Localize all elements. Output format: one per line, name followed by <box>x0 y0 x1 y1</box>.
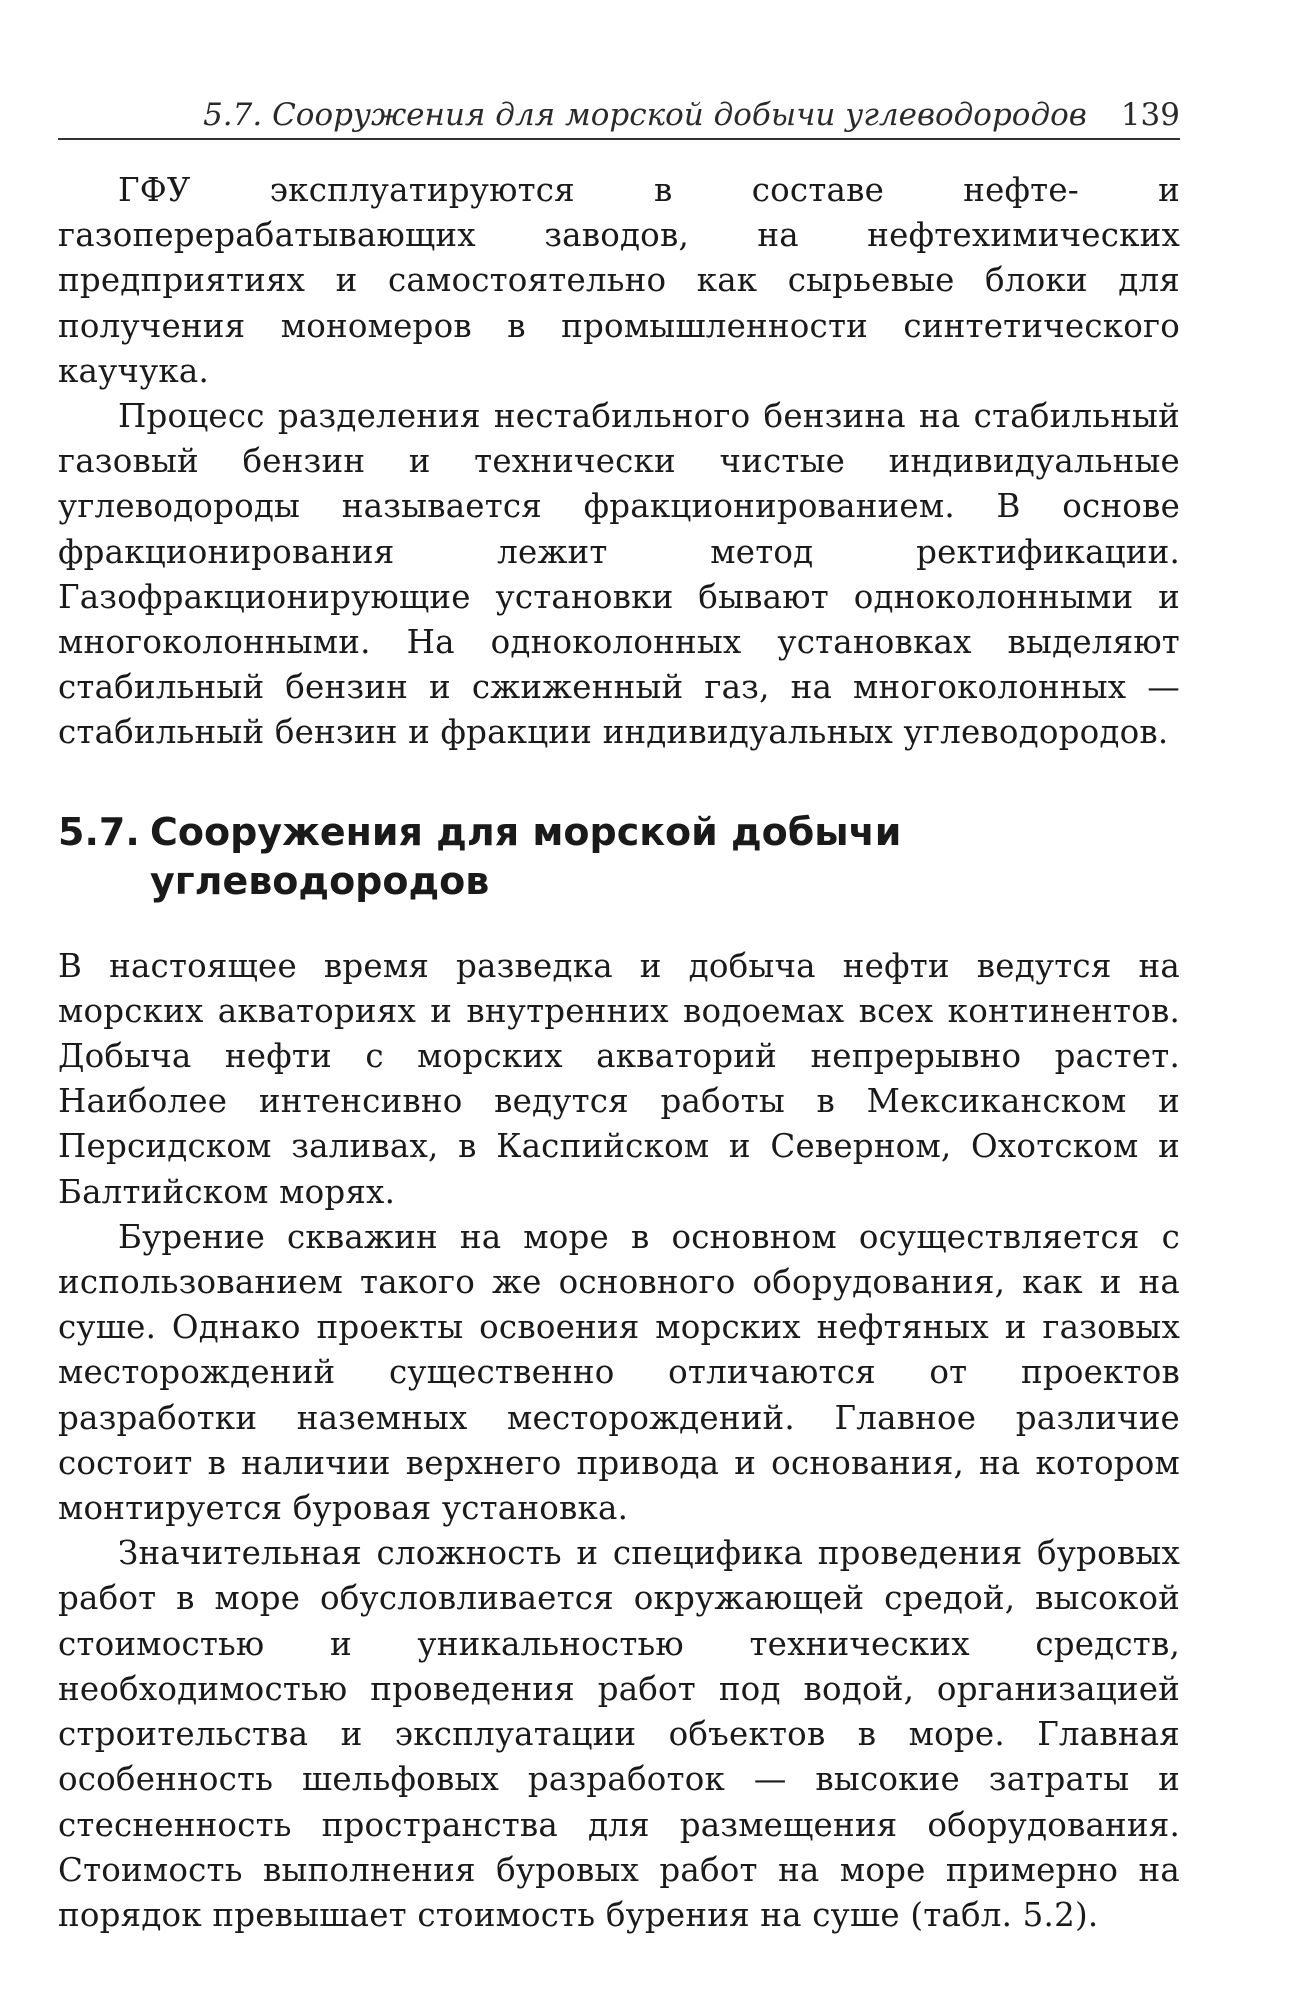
book-page <box>58 0 1180 2000</box>
section-title: Сооружения для морской добычи углеводородов <box>150 809 902 903</box>
paragraph-offshore-drilling: Бурение скважин на море в основном осуществляется с использованием такого же основного оборудования, как и на суше. Однако проекты освоения морских нефтяных и газовых месторождений существенно отличаются от проектов разработки наземных месторождений. Главное различие состоит в наличии верхнего привода и основания, на котором монтируется буровая установка. <box>58 1217 1180 1528</box>
body-text <box>58 168 1180 1938</box>
running-head-title: 5.7. Сооружения для морской добычи углеводородов <box>203 97 1087 133</box>
section-number: 5.7. <box>58 809 140 854</box>
paragraph-offshore-cost: Значительная сложность и специфика проведения буровых работ в море обусловливается окружающей средой, высокой стоимостью и уникальностью технических средств, необходимостью проведения работ под водой, организацией строительства и эксплуатации объектов в море. Главная особенность шельфовых разработок — высокие затраты и стесненность пространства для размещения оборудования. Стоимость выполнения буровых работ на море примерно на порядок превышает стоимость бурения на суше (табл. 5.2). <box>58 1534 1180 1934</box>
paragraph-offshore-intro: В настоящее время разведка и добыча нефти ведутся на морских акваториях и внутренних водоемах всех континентов. Добыча нефти с морских акваторий непрерывно растет. Наиболее интенсивно ведутся работы в Мексиканском и Персидском заливах, в Каспийском и Северном, Охотском и Балтийском морях. <box>58 946 1180 1211</box>
section-heading <box>58 808 1180 906</box>
paragraph-gfu: ГФУ эксплуатируются в составе нефте- и газоперерабатывающих заводов, на нефтехимических предприятиях и самостоятельно как сырьевые блоки для получения мономеров в промышленности синтетического каучука. <box>58 171 1180 390</box>
running-head <box>58 92 1180 140</box>
page-number: 139 <box>1120 97 1180 133</box>
paragraph-fractionation: Процесс разделения нестабильного бензина на стабильный газовый бензин и технически чистые индивидуальные углеводороды называется фракционированием. В основе фракционирования лежит метод ректификации. Газофракционирующие установки бывают одноколонными и многоколонными. На одноколонных установках выделяют стабильный бензин и сжиженный газ, на многоколонных — стабильный бензин и фракции индивидуальных углеводородов. <box>58 397 1180 752</box>
